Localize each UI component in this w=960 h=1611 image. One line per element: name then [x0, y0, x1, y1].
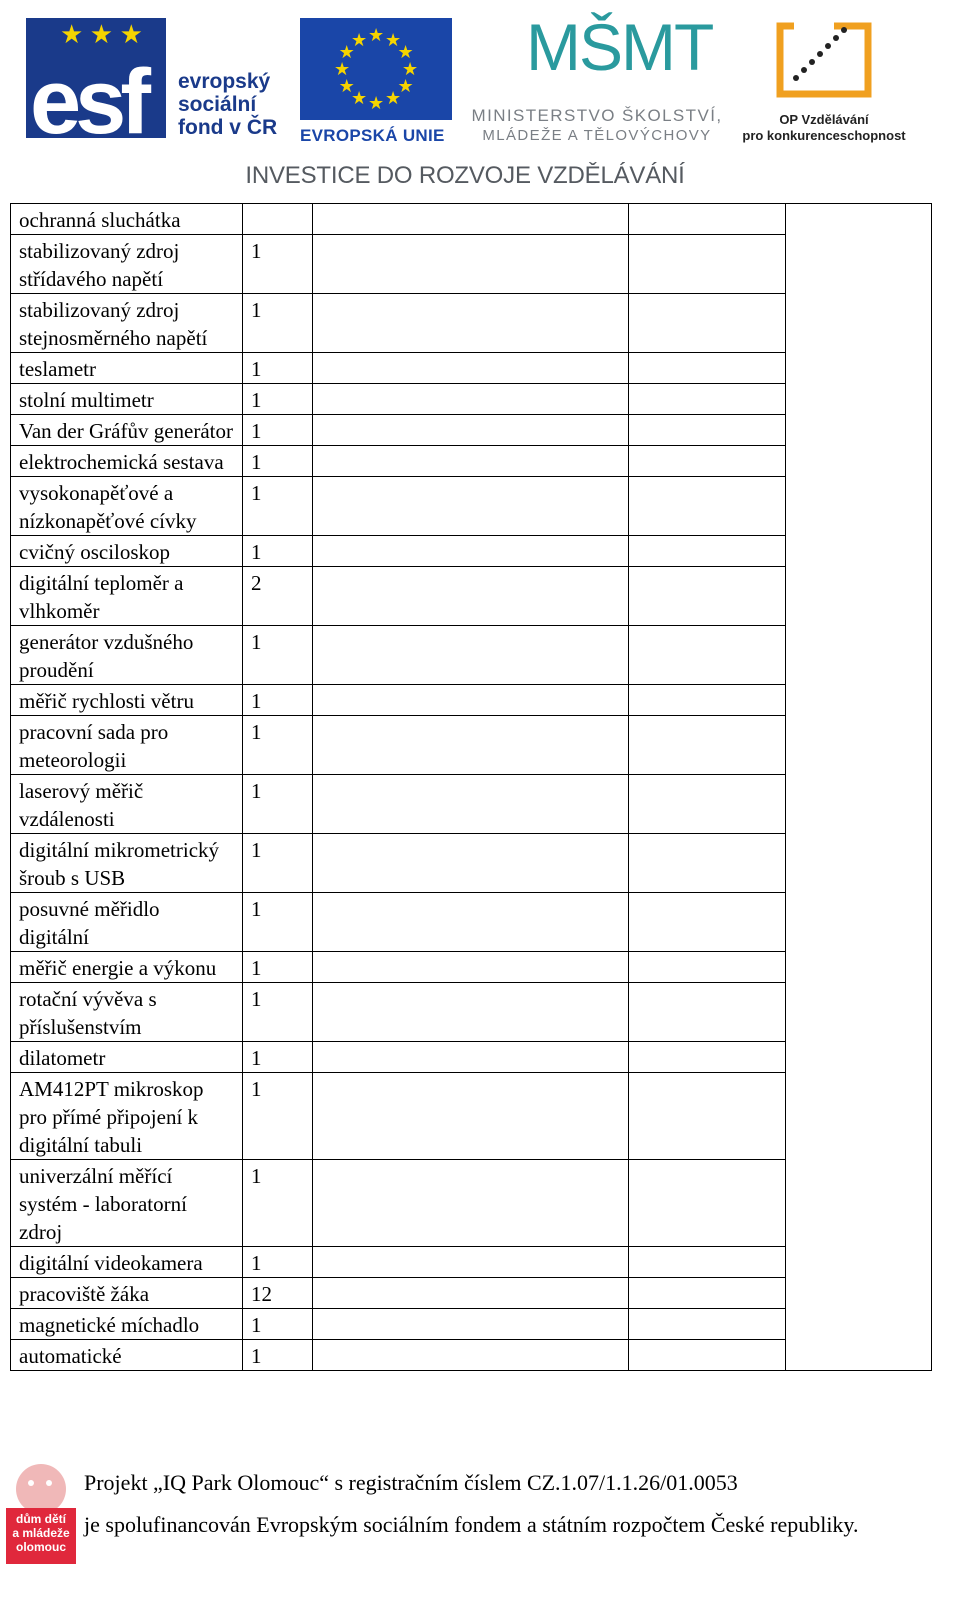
item-name-cell: dilatometr [11, 1042, 243, 1073]
empty-cell [313, 294, 629, 353]
quantity-cell: 1 [243, 775, 313, 834]
eu-star-icon: ★ [402, 59, 419, 79]
empty-cell [629, 204, 786, 235]
equipment-table-body [11, 204, 932, 1371]
empty-cell [629, 235, 786, 294]
empty-cell [313, 834, 629, 893]
item-name-cell: stabilizovaný zdroj stejnosměrného napětí [11, 294, 243, 353]
empty-cell [786, 235, 932, 294]
eu-star-icon: ★ [334, 59, 351, 79]
empty-cell [629, 685, 786, 716]
quantity-cell [243, 204, 313, 235]
item-name-cell: digitální teploměr a vlhkoměr [11, 567, 243, 626]
quantity-cell: 12 [243, 1278, 313, 1309]
empty-cell [629, 384, 786, 415]
quantity-cell: 1 [243, 626, 313, 685]
empty-cell [313, 1340, 629, 1371]
equipment-table [10, 203, 932, 1371]
item-name-cell: AM412PT mikroskop pro přímé připojení k digitální tabuli [11, 1073, 243, 1160]
empty-cell [313, 1247, 629, 1278]
empty-cell [629, 415, 786, 446]
quantity-cell: 2 [243, 567, 313, 626]
esf-stars-icon: ★ ★ ★ [60, 20, 143, 49]
op-logo-line2: pro konkurenceschopnost [742, 128, 906, 143]
item-name-cell: Van der Gráfův generátor [11, 415, 243, 446]
empty-cell [786, 716, 932, 775]
table-row [11, 567, 932, 626]
ddm-face-icon [16, 1464, 66, 1514]
esf-logo-line: sociální [178, 93, 257, 116]
quantity-cell: 1 [243, 1247, 313, 1278]
item-name-cell: generátor vzdušného proudění [11, 626, 243, 685]
empty-cell [629, 1247, 786, 1278]
empty-cell [786, 1309, 932, 1340]
item-name-cell: rotační vývěva s příslušenstvím [11, 983, 243, 1042]
quantity-cell: 1 [243, 384, 313, 415]
quantity-cell: 1 [243, 716, 313, 775]
empty-cell [629, 626, 786, 685]
empty-cell [629, 983, 786, 1042]
quantity-cell: 1 [243, 446, 313, 477]
table-row [11, 983, 932, 1042]
item-name-cell: posuvné měřidlo digitální [11, 893, 243, 952]
empty-cell [786, 952, 932, 983]
item-name-cell: laserový měřič vzdálenosti [11, 775, 243, 834]
ddm-logo-badge [6, 1508, 76, 1564]
msmt-logo-line2: MLÁDEŽE A TĚLOVÝCHOVY [482, 127, 712, 144]
table-row [11, 415, 932, 446]
empty-cell [629, 834, 786, 893]
eu-star-icon: ★ [338, 76, 355, 96]
msmt-logo-mark: MŠMT [526, 10, 713, 84]
eu-star-icon: ★ [397, 42, 414, 62]
project-line: Projekt „IQ Park Olomouc“ s registračním číslem CZ.1.07/1.1.26/01.0053 [84, 1470, 738, 1495]
empty-cell [629, 1278, 786, 1309]
table-row [11, 477, 932, 536]
empty-cell [313, 536, 629, 567]
empty-cell [313, 235, 629, 294]
empty-cell [786, 893, 932, 952]
quantity-cell: 1 [243, 235, 313, 294]
op-frame-icon [774, 20, 874, 100]
empty-cell [313, 1309, 629, 1340]
empty-cell [786, 983, 932, 1042]
empty-cell [313, 775, 629, 834]
item-name-cell: pracoviště žáka [11, 1278, 243, 1309]
empty-cell [786, 1247, 932, 1278]
empty-cell [786, 1340, 932, 1371]
empty-cell [786, 1278, 932, 1309]
table-row [11, 834, 932, 893]
empty-cell [313, 1073, 629, 1160]
empty-cell [313, 353, 629, 384]
cofund-line: je spolufinancován Evropským sociálním fondem a státním rozpočtem České republiky. [84, 1512, 859, 1537]
table-row [11, 952, 932, 983]
empty-cell [313, 477, 629, 536]
empty-cell [629, 716, 786, 775]
empty-cell [313, 952, 629, 983]
empty-cell [313, 893, 629, 952]
eu-star-icon: ★ [385, 88, 402, 109]
eu-star-icon: ★ [385, 29, 402, 50]
empty-cell [786, 446, 932, 477]
quantity-cell: 1 [243, 477, 313, 536]
empty-cell [629, 893, 786, 952]
quantity-cell: 1 [243, 1160, 313, 1247]
esf-logo-line: evropský [178, 70, 271, 93]
table-row [11, 1247, 932, 1278]
empty-cell [786, 834, 932, 893]
quantity-cell: 1 [243, 1042, 313, 1073]
empty-cell [629, 294, 786, 353]
empty-cell [786, 415, 932, 446]
empty-cell [629, 353, 786, 384]
empty-cell [629, 536, 786, 567]
item-name-cell: teslametr [11, 353, 243, 384]
empty-cell [629, 1160, 786, 1247]
item-name-cell: cvičný osciloskop [11, 536, 243, 567]
empty-cell [786, 536, 932, 567]
quantity-cell: 1 [243, 952, 313, 983]
op-logo-text [736, 112, 912, 144]
table-row [11, 204, 932, 235]
header-logos [0, 0, 960, 200]
empty-cell [786, 204, 932, 235]
empty-cell [313, 1042, 629, 1073]
empty-cell [629, 477, 786, 536]
empty-cell [629, 446, 786, 477]
empty-cell [629, 775, 786, 834]
equipment-table-wrap [10, 203, 932, 1371]
item-name-cell: stabilizovaný zdroj střídavého napětí [11, 235, 243, 294]
empty-cell [629, 1042, 786, 1073]
table-row [11, 1309, 932, 1340]
empty-cell [629, 1340, 786, 1371]
eu-star-icon: ★ [368, 93, 385, 113]
esf-logo-text [178, 70, 277, 139]
empty-cell [313, 384, 629, 415]
op-logo [736, 16, 912, 150]
quantity-cell: 1 [243, 1073, 313, 1160]
quantity-cell: 1 [243, 1340, 313, 1371]
empty-cell [313, 1160, 629, 1247]
empty-cell [786, 384, 932, 415]
quantity-cell: 1 [243, 536, 313, 567]
esf-logo [26, 18, 296, 153]
empty-cell [629, 952, 786, 983]
ddm-logo-line: a mládeže [12, 1526, 70, 1540]
eu-star-icon: ★ [338, 42, 355, 62]
empty-cell [786, 1042, 932, 1073]
item-name-cell: magnetické míchadlo [11, 1309, 243, 1340]
table-row [11, 1042, 932, 1073]
empty-cell [629, 567, 786, 626]
quantity-cell: 1 [243, 294, 313, 353]
item-name-cell: digitální videokamera [11, 1247, 243, 1278]
quantity-cell: 1 [243, 1309, 313, 1340]
item-name-cell: univerzální měřící systém - laboratorní zdroj [11, 1160, 243, 1247]
eu-logo-label: EVROPSKÁ UNIE [300, 126, 445, 145]
item-name-cell: stolní multimetr [11, 384, 243, 415]
ddm-logo-line: dům dětí [16, 1512, 66, 1526]
empty-cell [313, 567, 629, 626]
msmt-logo-line1: MINISTERSTVO ŠKOLSTVÍ, [471, 106, 723, 125]
ddm-eye-icon [28, 1480, 34, 1486]
ddm-eye-icon [46, 1480, 52, 1486]
empty-cell [786, 685, 932, 716]
item-name-cell: ochranná sluchátka [11, 204, 243, 235]
empty-cell [786, 1160, 932, 1247]
empty-cell [313, 446, 629, 477]
table-row [11, 775, 932, 834]
op-logo-line1: OP Vzdělávání [779, 112, 869, 127]
quantity-cell: 1 [243, 353, 313, 384]
table-row [11, 536, 932, 567]
empty-cell [629, 1073, 786, 1160]
empty-cell [786, 353, 932, 384]
empty-cell [786, 1073, 932, 1160]
quantity-cell: 1 [243, 685, 313, 716]
table-row [11, 446, 932, 477]
empty-cell [313, 204, 629, 235]
item-name-cell: pracovní sada pro meteorologii [11, 716, 243, 775]
table-row [11, 294, 932, 353]
empty-cell [786, 294, 932, 353]
table-row [11, 353, 932, 384]
eu-star-icon: ★ [351, 29, 368, 50]
item-name-cell: měřič energie a výkonu [11, 952, 243, 983]
quantity-cell: 1 [243, 893, 313, 952]
empty-cell [629, 1309, 786, 1340]
table-row [11, 235, 932, 294]
empty-cell [313, 716, 629, 775]
table-row [11, 1340, 932, 1371]
table-row [11, 716, 932, 775]
table-row [11, 626, 932, 685]
eu-star-icon: ★ [351, 88, 368, 109]
eu-logo [298, 18, 458, 148]
table-row [11, 1160, 932, 1247]
table-row [11, 1278, 932, 1309]
eu-flag-icon [300, 18, 452, 120]
quantity-cell: 1 [243, 983, 313, 1042]
empty-cell [313, 1278, 629, 1309]
msmt-logo [466, 10, 728, 148]
empty-cell [313, 983, 629, 1042]
footer [0, 1458, 960, 1611]
table-row [11, 685, 932, 716]
esf-logo-letters: esf [30, 51, 145, 153]
eu-star-icon: ★ [397, 76, 414, 96]
empty-cell [786, 567, 932, 626]
quantity-cell: 1 [243, 415, 313, 446]
item-name-cell: elektrochemická sestava [11, 446, 243, 477]
item-name-cell: vysokonapěťové a nízkonapěťové cívky [11, 477, 243, 536]
item-name-cell: digitální mikrometrický šroub s USB [11, 834, 243, 893]
quantity-cell: 1 [243, 834, 313, 893]
page-tagline: INVESTICE DO ROZVOJE VZDĚLÁVÁNÍ [245, 162, 685, 189]
eu-star-icon: ★ [368, 25, 385, 45]
empty-cell [313, 685, 629, 716]
empty-cell [313, 626, 629, 685]
item-name-cell: měřič rychlosti větru [11, 685, 243, 716]
table-row [11, 893, 932, 952]
empty-cell [786, 477, 932, 536]
empty-cell [786, 775, 932, 834]
item-name-cell: automatické [11, 1340, 243, 1371]
ddm-logo [6, 1464, 76, 1564]
table-row [11, 1073, 932, 1160]
table-row [11, 384, 932, 415]
ddm-logo-line: olomouc [16, 1540, 66, 1554]
esf-logo-line: fond v ČR [178, 116, 278, 139]
empty-cell [313, 415, 629, 446]
empty-cell [786, 626, 932, 685]
